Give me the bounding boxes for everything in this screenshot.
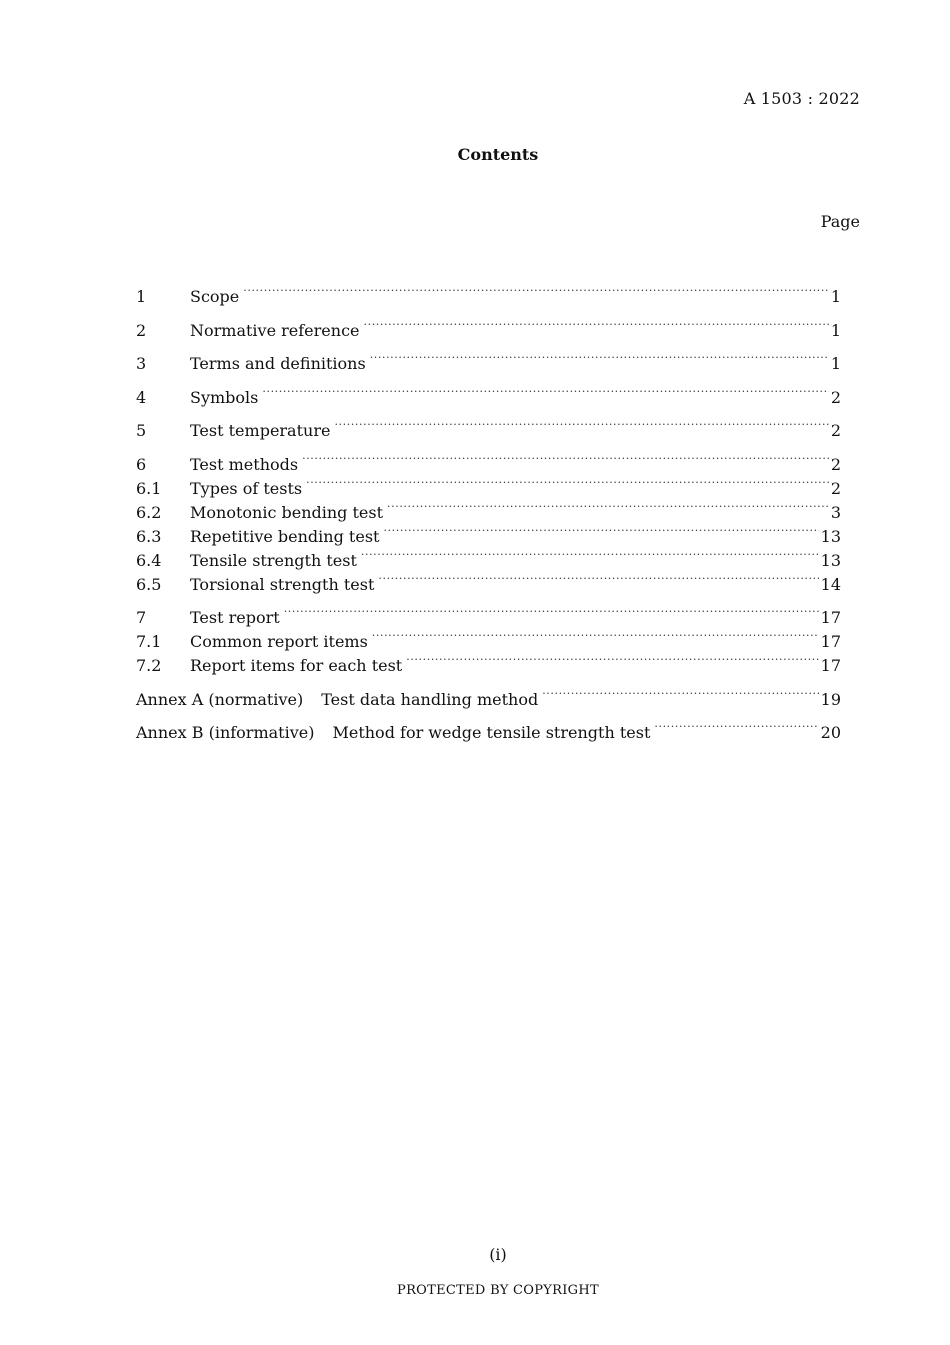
dot-leader — [372, 623, 819, 647]
toc-entry-page: 14 — [820, 574, 841, 594]
copyright-notice: PROTECTED BY COPYRIGHT — [397, 1283, 599, 1298]
dot-leader — [542, 681, 818, 705]
toc-entry[interactable] — [136, 312, 841, 340]
toc-entry-page: 2 — [830, 478, 841, 498]
toc-entry-page: 1 — [830, 287, 841, 306]
dot-leader — [284, 599, 819, 623]
toc-annex-page: 19 — [820, 689, 841, 709]
toc-entry-title: Torsional strength test — [190, 574, 375, 594]
dot-leader — [302, 446, 829, 470]
toc-entry-title: Common report items — [190, 632, 368, 651]
document-id: A 1503 : 2022 — [743, 89, 860, 108]
dot-leader — [378, 566, 818, 590]
toc-entry-page: 1 — [830, 354, 841, 373]
dot-leader — [654, 714, 818, 738]
toc-entry-page: 17 — [820, 632, 841, 651]
table-of-contents — [136, 278, 841, 742]
dot-leader — [383, 518, 818, 542]
dot-leader — [361, 542, 819, 566]
toc-entry-page: 13 — [820, 526, 841, 546]
toc-entry[interactable] — [136, 446, 841, 474]
page-number: (i) — [489, 1245, 507, 1264]
toc-entry-title: Test methods — [190, 454, 299, 474]
toc-entry-number: 6.3 — [136, 526, 162, 546]
toc-entry-number: 5 — [136, 421, 147, 440]
toc-entry-number: 7.1 — [136, 632, 162, 651]
toc-entry-title: Normative reference — [190, 320, 360, 340]
toc-entry-number: 2 — [136, 320, 147, 340]
toc-entry-page: 2 — [830, 387, 841, 407]
toc-entry-title: Scope — [190, 287, 240, 306]
page-column-label: Page — [820, 212, 860, 231]
toc-annexes — [136, 681, 841, 742]
toc-entry-page: 2 — [830, 454, 841, 474]
toc-entry-title: Repetitive bending test — [190, 526, 380, 546]
toc-entry[interactable] — [136, 345, 841, 373]
toc-annex-label: Annex B (informative) — [136, 723, 315, 742]
toc-entry-page: 13 — [820, 550, 841, 570]
toc-entry-page: 1 — [830, 320, 841, 340]
toc-entry-page: 2 — [830, 421, 841, 440]
toc-entry-title: Report items for each test — [190, 656, 403, 675]
toc-entry-page: 3 — [830, 502, 841, 522]
toc-entry-number: 4 — [136, 387, 147, 407]
toc-entry-page: 17 — [820, 608, 841, 627]
dot-leader — [387, 494, 829, 518]
toc-entry-number: 3 — [136, 354, 147, 373]
toc-entry-title: Test report — [190, 608, 280, 627]
dot-leader — [306, 470, 829, 494]
dot-leader — [262, 379, 828, 403]
toc-entry-number: 6.4 — [136, 550, 162, 570]
toc-annex-label: Annex A (normative) — [136, 689, 304, 709]
toc-annex-entry[interactable] — [136, 714, 841, 742]
toc-annex-page: 20 — [820, 723, 841, 742]
toc-entry-title: Tensile strength test — [190, 550, 357, 570]
toc-entry-number: 6.5 — [136, 574, 162, 594]
dot-leader — [406, 647, 818, 671]
toc-annex-title: Test data handling method — [321, 689, 539, 709]
toc-entry-title: Terms and definitions — [190, 354, 366, 373]
toc-entry-number: 7 — [136, 608, 147, 627]
toc-entry-number: 6 — [136, 454, 147, 474]
dot-leader — [370, 345, 829, 369]
toc-annex-entry[interactable] — [136, 681, 841, 709]
toc-entry-title: Types of tests — [190, 478, 303, 498]
toc-entry-page: 17 — [820, 656, 841, 675]
dot-leader — [334, 412, 828, 436]
toc-entry[interactable] — [136, 379, 841, 407]
toc-entry-number: 6.1 — [136, 478, 162, 498]
dot-leader — [364, 312, 829, 336]
page-title: Contents — [457, 145, 539, 164]
toc-entry-number: 1 — [136, 287, 147, 306]
toc-entry-number: 6.2 — [136, 502, 162, 522]
toc-entries — [136, 278, 841, 675]
toc-annex-title: Method for wedge tensile strength test — [332, 723, 651, 742]
toc-entry[interactable] — [136, 412, 841, 440]
toc-entry-title: Test temperature — [190, 421, 331, 440]
toc-entry-number: 7.2 — [136, 656, 162, 675]
toc-entry[interactable] — [136, 278, 841, 306]
dot-leader — [243, 278, 829, 302]
toc-entry-title: Symbols — [190, 387, 259, 407]
toc-entry-title: Monotonic bending test — [190, 502, 384, 522]
toc-entry[interactable] — [136, 599, 841, 627]
